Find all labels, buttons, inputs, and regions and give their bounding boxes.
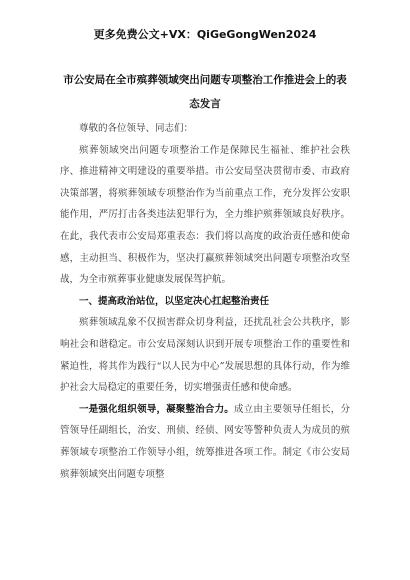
document-title: 市公安局在全市殡葬领域突出问题专项整治工作推进会上的表态发言 [63,74,347,110]
salutation: 尊敬的各位领导、同志们： [79,123,194,134]
watermark-header: 更多免费公文+VX：QiGeGongWen2024 [93,28,317,41]
section-heading: 一、提高政治站位，以坚定决心扛起整治责任 [79,295,270,307]
paragraph: 殡葬领域乱象不仅损害群众切身利益，还扰乱社会公共秩序，影响社会和谐稳定。市公安局深刻认识到开展专项整治工作的重要性和紧迫性，将其作为践行“以人民为中心”发展思想的具体行动，作为维护社会大局稳定的重要任务，切实增强责任感和使命感。 [60,317,350,394]
paragraph: 殡葬领域突出问题专项整治工作是保障民生福祉、维护社会秩序、推进精神文明建设的重要举措。市公安局坚决贯彻市委、市政府决策部署，将殡葬领域专项整治作为当前重点工作，充分发挥公安职能作用，严厉打击各类违法犯罪行为，全力维护殡葬领域良好秩序。在此，我代表市公安局郑重表态：我们将以高度的政治责任感和使命感，主动担当、积极作为，坚决打赢殡葬领域突出问题专项整治攻坚战，为全市殡葬事业健康发展保驾护航。 [60,144,350,286]
document-body [60,118,350,485]
paragraph-lead-bold: 一是强化组织领导，凝聚整治合力。 [79,403,234,415]
paragraph-text: 成立由主要领导任组长，分管领导任副组长，治安、刑侦、经侦、网安等警种负责人为成员的殡葬领域专项整治工作领导小组，统筹推进各项工作。制定《市公安局殡葬领域突出问题专项整 [60,403,350,480]
paragraph [60,399,350,485]
